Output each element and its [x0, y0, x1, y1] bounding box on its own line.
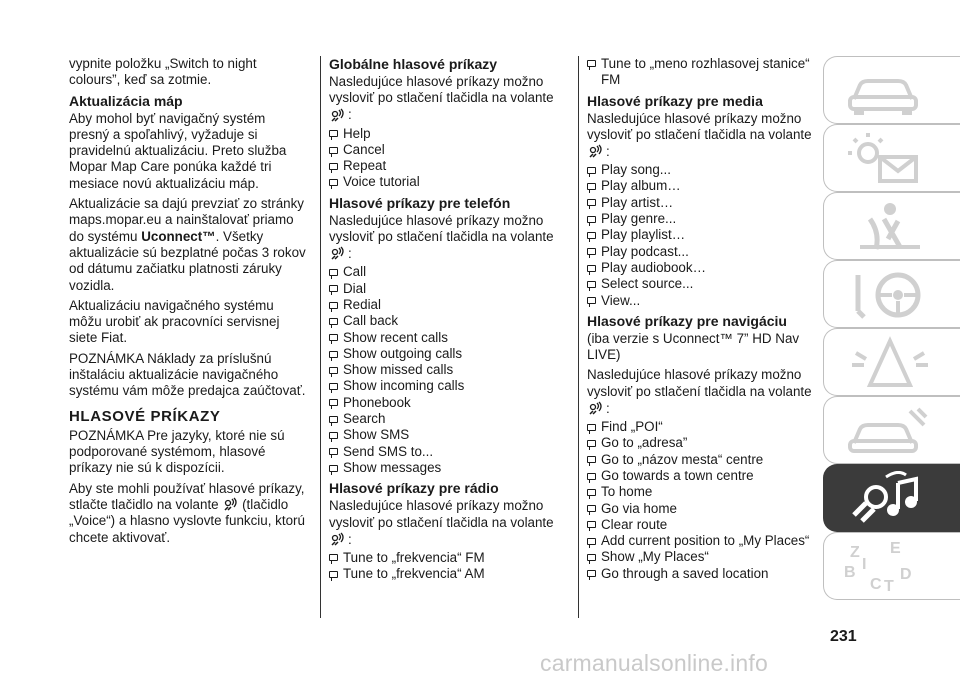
map-update-heading: Aktualizácia máp [69, 92, 183, 109]
speech-bubble-icon [587, 473, 596, 480]
index-letter: I [862, 556, 867, 573]
tab-emergency[interactable] [823, 328, 960, 396]
voice-button-icon [329, 532, 345, 548]
speech-bubble-icon [329, 318, 338, 325]
radio-commands-list [329, 550, 569, 583]
speech-bubble-icon [329, 383, 338, 390]
list-item: Redial [329, 297, 569, 313]
list-item: Go towards a town centre [587, 468, 817, 484]
voice-button-icon [329, 246, 345, 262]
list-item: Play album… [587, 178, 817, 194]
speech-bubble-icon [329, 465, 338, 472]
speech-bubble-icon [587, 216, 596, 223]
paragraph: Aktualizácie sa dajú prevziať zo stránky maps.mopar.eu a nainštalovať priamo do systému Uconnect™. Všetky aktualizácie sú bezplatné počas 3 rokov od dátumu začiatku platnosti záruky vozidla. [69, 196, 306, 293]
list-item: Play artist… [587, 195, 817, 211]
index-letter: E [890, 540, 901, 557]
safety-icon [840, 199, 940, 255]
speech-bubble-icon [329, 334, 338, 341]
radio-continued-item: Tune to „meno rozhlasovej stanice“ FM [587, 56, 817, 89]
speech-bubble-icon [587, 265, 596, 272]
speech-bubble-icon [587, 60, 596, 67]
speech-bubble-icon [587, 489, 596, 496]
paragraph: Aktualizáciu navigačného systému môžu urobiť ak pracovníci servisnej siete Fiat. [69, 297, 280, 346]
global-commands-list [329, 126, 569, 191]
speech-bubble-icon [587, 538, 596, 545]
speech-bubble-icon [587, 424, 596, 431]
speech-bubble-icon [587, 232, 596, 239]
voice-button-icon [222, 497, 238, 513]
speech-bubble-icon [587, 440, 596, 447]
media-commands-heading: Hlasové príkazy pre media [587, 92, 763, 109]
speech-bubble-icon [587, 183, 596, 190]
speech-bubble-icon [329, 367, 338, 374]
phone-commands-heading: Hlasové príkazy pre telefón [329, 194, 511, 211]
list-item: Find „POI“ [587, 419, 817, 435]
speech-bubble-icon [587, 554, 596, 561]
voice-button-line: : [329, 531, 569, 549]
list-item: Phonebook [329, 395, 569, 411]
list-item: Help [329, 126, 569, 142]
speech-bubble-icon [329, 351, 338, 358]
speech-bubble-icon [329, 571, 338, 578]
speech-bubble-icon [587, 167, 596, 174]
list-item: Show missed calls [329, 362, 569, 378]
voice-button-line: : [329, 245, 569, 263]
brand-name: Uconnect™ [141, 228, 216, 244]
watermark: carmanualsonline.info [540, 650, 768, 676]
column-divider [320, 56, 321, 618]
tab-car-overview[interactable] [823, 56, 960, 124]
starting-driving-icon [840, 267, 940, 323]
speech-bubble-icon [329, 448, 338, 455]
list-item: Show SMS [329, 427, 569, 443]
section-intro: Nasledujúce hlasové príkazy možno vysloviť po stlačení tlačidla na volante [329, 212, 554, 245]
speech-bubble-icon [329, 285, 338, 292]
section-intro: Nasledujúce hlasové príkazy možno vysloviť po stlačení tlačidla na volante [329, 74, 554, 106]
intro-text: vypnite položku „Switch to night colours”, keď sa zotmie. [69, 56, 257, 88]
voice-button-icon [587, 401, 603, 417]
global-commands-heading: Globálne hlasové príkazy [329, 56, 498, 72]
speech-bubble-icon [587, 281, 596, 288]
emergency-icon [840, 335, 940, 391]
section-intro: Nasledujúce hlasové príkazy možno vysloviť po stlačení tlačidla na volante [587, 110, 812, 142]
index-icon [840, 539, 940, 595]
speech-bubble-icon [329, 302, 338, 309]
list-item: Play audiobook… [587, 260, 817, 276]
list-item: Go to „adresa” [587, 435, 817, 451]
list-item: Call back [329, 313, 569, 329]
speech-bubble-icon [587, 297, 596, 304]
speech-bubble-icon [587, 248, 596, 255]
tab-maintenance[interactable] [823, 396, 960, 464]
list-item: Play song... [587, 162, 817, 178]
index-letter: B [844, 564, 856, 581]
speech-bubble-icon [329, 269, 338, 276]
speech-bubble-icon [329, 147, 338, 154]
list-item: View... [587, 293, 817, 309]
column-middle [329, 56, 569, 586]
section-intro: Nasledujúce hlasové príkazy možno vysloviť po stlačení tlačidla na volante [329, 498, 554, 530]
tab-warning-lights[interactable] [823, 124, 960, 192]
list-item: To home [587, 484, 817, 500]
speech-bubble-icon [587, 199, 596, 206]
list-item: Clear route [587, 517, 817, 533]
list-item: Voice tutorial [329, 174, 569, 190]
list-item: Show incoming calls [329, 378, 569, 394]
speech-bubble-icon [587, 505, 596, 512]
index-letter: D [900, 566, 912, 583]
maintenance-icon [840, 403, 940, 459]
navigation-commands-heading: Hlasové príkazy pre navigáciu [587, 312, 787, 329]
list-item: Show recent calls [329, 330, 569, 346]
paragraph: Aby mohol byť navigačný systém presný a spoľahlivý, vyžaduje si pravidelnú aktualizáciu. Preto služba Mopar Map Care ponúka každé tri mesiace novú aktualizáciu máp. [69, 110, 287, 191]
note-paragraph: POZNÁMKA Náklady za príslušnú inštaláciu aktualizácie navigačného systému vám môže predajca zaúčtovať. [69, 350, 306, 399]
radio-commands-heading: Hlasové príkazy pre rádio [329, 480, 499, 497]
list-item: Tune to „frekvencia“ AM [329, 566, 569, 582]
speech-bubble-icon [587, 570, 596, 577]
list-item: Search [329, 411, 569, 427]
warning-lights-icon [840, 131, 940, 187]
tab-safety[interactable] [823, 192, 960, 260]
page-number: 231 [830, 628, 857, 645]
speech-bubble-icon [587, 456, 596, 463]
list-item: Tune to „frekvencia“ FM [329, 550, 569, 566]
column-divider [578, 56, 579, 618]
index-letter: Z [850, 544, 860, 561]
voice-button-icon [587, 144, 603, 160]
list-item: Go via home [587, 501, 817, 517]
tab-multimedia[interactable] [823, 464, 960, 532]
list-item: Show messages [329, 460, 569, 476]
list-item: Dial [329, 281, 569, 297]
list-item: Show „My Places“ [587, 549, 817, 565]
speech-bubble-icon [329, 163, 338, 170]
list-item: Play playlist… [587, 227, 817, 243]
list-item: Go through a saved location [587, 566, 817, 582]
list-item: Play podcast... [587, 244, 817, 260]
list-item: Go to „názov mesta“ centre [587, 452, 817, 468]
multimedia-icon [840, 471, 940, 527]
speech-bubble-icon [329, 179, 338, 186]
tab-starting-driving[interactable] [823, 260, 960, 328]
voice-button-line: : [587, 400, 817, 418]
list-item: Show outgoing calls [329, 346, 569, 362]
speech-bubble-icon [329, 432, 338, 439]
tab-index[interactable] [823, 532, 960, 600]
speech-bubble-icon [329, 416, 338, 423]
list-item: Select source... [587, 276, 817, 292]
phone-commands-list [329, 264, 569, 476]
voice-button-icon [329, 108, 345, 124]
list-item: Play genre... [587, 211, 817, 227]
speech-bubble-icon [587, 521, 596, 528]
column-left [69, 56, 309, 550]
index-letter: T [884, 578, 894, 595]
column-right [587, 56, 817, 586]
speech-bubble-icon [329, 554, 338, 561]
media-commands-list [587, 162, 817, 309]
version-note: (iba verzie s Uconnect™ 7” HD Nav LIVE) [587, 330, 800, 363]
list-item: Call [329, 264, 569, 280]
index-letter: C [870, 576, 882, 593]
paragraph: Aby ste mohli používať hlasové príkazy, stlačte tlačidlo na volante (tlačidlo „Voice“) a hlasno vyslovte funkciu, ktorú chcete aktivovať. [69, 480, 305, 545]
section-intro: Nasledujúce hlasové príkazy možno vysloviť po stlačení tlačidla na volante [587, 367, 812, 399]
note-paragraph: POZNÁMKA Pre jazyky, ktoré nie sú podporované systémom, hlasové príkazy nie sú k dispozícii. [69, 427, 285, 476]
voice-button-line: : [329, 107, 569, 125]
list-item: Add current position to „My Places“ [587, 533, 817, 549]
speech-bubble-icon [329, 399, 338, 406]
navigation-commands-list [587, 419, 817, 582]
list-item: Send SMS to... [329, 444, 569, 460]
speech-bubble-icon [329, 130, 338, 137]
car-overview-icon [840, 63, 940, 119]
voice-button-line: : [587, 143, 817, 161]
voice-commands-heading: HLASOVÉ PRÍKAZY [69, 407, 221, 425]
list-item: Cancel [329, 142, 569, 158]
list-item: Repeat [329, 158, 569, 174]
